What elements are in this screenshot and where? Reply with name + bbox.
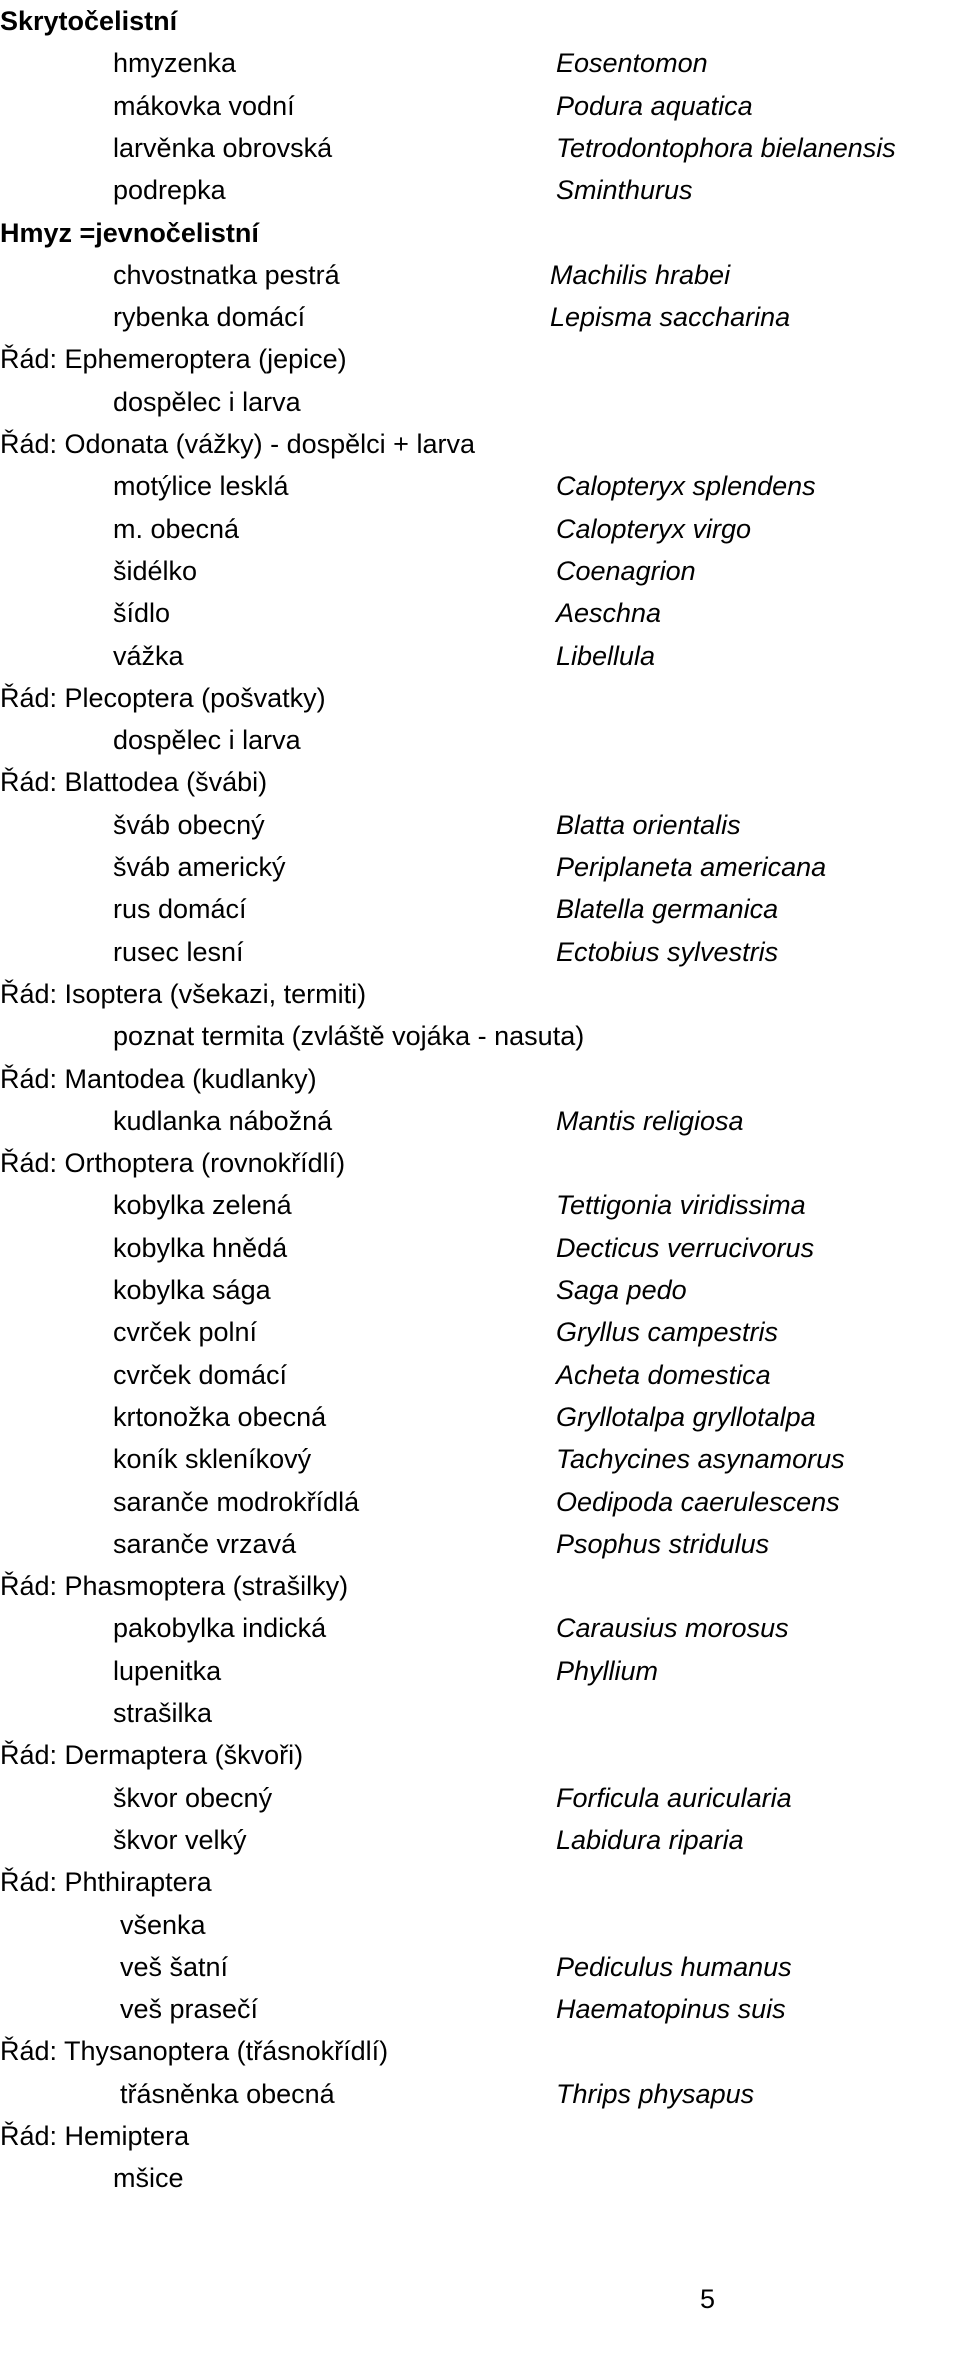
czech-name: pakobylka indická (113, 1613, 327, 1644)
latin-name: Decticus verrucivorus (556, 1232, 815, 1263)
latin-name: Tachycines asynamorus (556, 1444, 845, 1475)
order-heading: Řád: Odonata (vážky) - dospělci + larva (0, 429, 475, 459)
latin-name: Tetrodontophora bielanensis (556, 132, 896, 163)
species-row (0, 592, 960, 634)
czech-name: třásněnka obecná (120, 2078, 335, 2109)
species-row (0, 1607, 960, 1649)
species-row (0, 804, 960, 846)
order-heading-row (0, 2115, 960, 2157)
section-heading: Hmyz =jevnočelistní (0, 217, 259, 248)
czech-name: rybenka domácí (113, 302, 306, 333)
latin-name: Aeschna (556, 598, 662, 629)
czech-name: škvor velký (113, 1824, 247, 1855)
order-heading: Řád: Hemiptera (0, 2121, 190, 2151)
species-row (0, 1100, 960, 1142)
latin-name: Acheta domestica (556, 1359, 771, 1390)
latin-name: Ectobius sylvestris (556, 936, 779, 967)
latin-name: Gryllotalpa gryllotalpa (556, 1401, 816, 1432)
page-number: 5 (700, 2284, 716, 2314)
species-row (0, 1692, 960, 1734)
czech-name: larvěnka obrovská (113, 132, 333, 163)
czech-name: všenka (120, 1909, 206, 1940)
order-heading: Řád: Blattodea (švábi) (0, 767, 268, 798)
order-heading: Řád: Isoptera (všekazi, termiti) (0, 978, 367, 1009)
czech-name: krtonožka obecná (113, 1401, 327, 1432)
czech-name: hmyzenka (113, 48, 237, 79)
order-heading: Řád: Phasmoptera (strašilky) (0, 1571, 349, 1602)
species-row (0, 1777, 960, 1819)
species-row (0, 1481, 960, 1523)
latin-name: Forficula auricularia (556, 1782, 792, 1813)
species-row (0, 1650, 960, 1692)
species-row (0, 85, 960, 127)
species-row (0, 1904, 960, 1946)
latin-name: Saga pedo (556, 1275, 687, 1305)
section-heading: Skrytočelistní (0, 6, 178, 36)
latin-name: Libellula (556, 640, 656, 671)
note-text: poznat termita (zvláště vojáka - nasuta) (113, 1021, 585, 1052)
species-row (0, 635, 960, 677)
latin-name: Carausius morosus (556, 1613, 789, 1644)
czech-name: strašilka (113, 1698, 213, 1728)
czech-name: vážka (113, 640, 184, 671)
species-row (0, 42, 960, 84)
latin-name: Mantis religiosa (556, 1105, 744, 1136)
species-row (0, 127, 960, 169)
latin-name: Sminthurus (556, 175, 693, 206)
latin-name: Lepisma saccharina (550, 302, 791, 333)
czech-name: rus domácí (113, 894, 247, 925)
species-row (0, 1819, 960, 1861)
species-row (0, 1523, 960, 1565)
order-heading: Řád: Dermaptera (škvoři) (0, 1740, 304, 1771)
order-heading: Řád: Orthoptera (rovnokřídlí) (0, 1148, 346, 1179)
note-row (0, 381, 960, 423)
order-heading-row (0, 1142, 960, 1184)
czech-name: kudlanka nábožná (113, 1105, 333, 1136)
species-row (0, 1396, 960, 1438)
latin-name: Labidura riparia (556, 1824, 744, 1855)
order-heading: Řád: Ephemeroptera (jepice) (0, 344, 347, 375)
latin-name: Periplaneta americana (556, 852, 827, 882)
species-row (0, 888, 960, 930)
species-row (0, 846, 960, 888)
czech-name: šidélko (113, 555, 198, 586)
latin-name: Eosentomon (556, 48, 708, 79)
species-row (0, 550, 960, 592)
order-heading-row (0, 761, 960, 803)
note-text: dospělec i larva (113, 725, 301, 756)
latin-name: Psophus stridulus (556, 1528, 770, 1559)
czech-name: rusec lesní (113, 936, 244, 967)
order-heading: Řád: Thysanoptera (třásnokřídlí) (0, 2036, 389, 2067)
czech-name: kobylka hnědá (113, 1232, 288, 1263)
czech-name: škvor obecný (113, 1782, 273, 1813)
latin-name: Podura aquatica (556, 90, 753, 121)
species-row (0, 2073, 960, 2115)
order-heading-row (0, 1861, 960, 1903)
czech-name: koník skleníkový (113, 1444, 312, 1475)
note-row (0, 1015, 960, 1057)
czech-name: saranče vrzavá (113, 1528, 297, 1559)
species-row (0, 1438, 960, 1480)
latin-name: Calopteryx splendens (556, 471, 816, 502)
section-heading-row (0, 0, 960, 42)
species-row (0, 1269, 960, 1311)
species-row (0, 465, 960, 507)
species-row (0, 1354, 960, 1396)
czech-name: chvostnatka pestrá (113, 259, 340, 290)
order-heading-row (0, 338, 960, 380)
czech-name: veš šatní (120, 1951, 229, 1982)
latin-name: Machilis hrabei (550, 259, 731, 290)
czech-name: saranče modrokřídlá (113, 1486, 360, 1517)
czech-name: podrepka (113, 175, 226, 206)
section-heading-row (0, 212, 960, 254)
czech-name: cvrček polní (113, 1317, 258, 1348)
czech-name: m. obecná (113, 513, 240, 544)
czech-name: mákovka vodní (113, 90, 295, 121)
czech-name: kobylka sága (113, 1275, 271, 1305)
order-heading-row (0, 1565, 960, 1607)
order-heading: Řád: Plecoptera (pošvatky) (0, 682, 326, 713)
czech-name: lupenitka (113, 1655, 222, 1686)
latin-name: Pediculus humanus (556, 1951, 792, 1982)
czech-name: motýlice lesklá (113, 471, 289, 502)
species-row (0, 1311, 960, 1353)
species-row (0, 1988, 960, 2030)
czech-name: šídlo (113, 598, 171, 629)
latin-name: Haematopinus suis (556, 1994, 786, 2025)
species-row (0, 508, 960, 550)
latin-name: Tettigonia viridissima (556, 1190, 806, 1221)
species-row (0, 2157, 960, 2199)
czech-name: veš prasečí (120, 1994, 259, 2025)
czech-name: kobylka zelená (113, 1190, 292, 1221)
latin-name: Coenagrion (556, 555, 696, 586)
czech-name: cvrček domácí (113, 1359, 288, 1390)
latin-name: Calopteryx virgo (556, 513, 752, 544)
species-row (0, 254, 960, 296)
note-text: dospělec i larva (113, 386, 301, 417)
czech-name: mšice (113, 2163, 184, 2194)
latin-name: Phyllium (556, 1655, 659, 1686)
species-row (0, 1227, 960, 1269)
species-row (0, 931, 960, 973)
order-heading-row (0, 677, 960, 719)
order-heading-row (0, 1058, 960, 1100)
order-heading: Řád: Mantodea (kudlanky) (0, 1063, 317, 1094)
latin-name: Gryllus campestris (556, 1317, 779, 1348)
czech-name: šváb obecný (113, 809, 265, 840)
species-row (0, 1946, 960, 1988)
note-row (0, 719, 960, 761)
order-heading-row (0, 973, 960, 1015)
latin-name: Blatta orientalis (556, 809, 741, 840)
czech-name: šváb americký (113, 852, 286, 882)
latin-name: Oedipoda caerulescens (556, 1486, 840, 1517)
species-row (0, 169, 960, 211)
order-heading: Řád: Phthiraptera (0, 1867, 212, 1898)
order-heading-row (0, 2030, 960, 2072)
species-row (0, 296, 960, 338)
latin-name: Blatella germanica (556, 894, 779, 925)
species-row (0, 1184, 960, 1226)
order-heading-row (0, 1734, 960, 1776)
latin-name: Thrips physapus (556, 2078, 755, 2109)
order-heading-row (0, 423, 960, 465)
